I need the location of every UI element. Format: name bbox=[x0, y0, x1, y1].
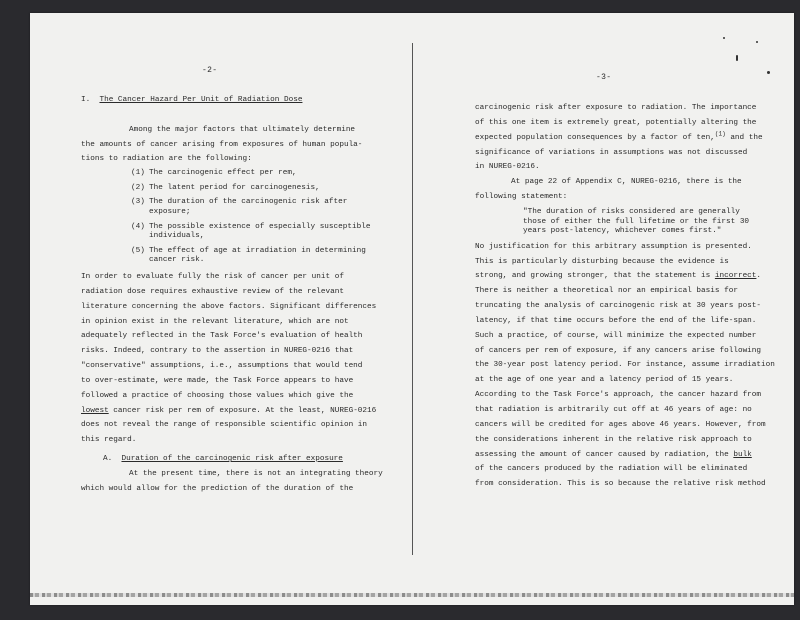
scan-speck bbox=[756, 41, 758, 43]
list-item bbox=[131, 198, 411, 217]
text-span: cancer risk per rem of exposure. At the least, NUREG-0216 bbox=[108, 406, 377, 415]
right-page-number: -3- bbox=[596, 73, 612, 82]
text-line: following statement: bbox=[475, 193, 568, 202]
factor-list bbox=[81, 169, 411, 266]
list-item-text: cancer risk. bbox=[149, 256, 205, 265]
text-line: significance of variations in assumptions was not discussed bbox=[475, 148, 748, 157]
section-heading bbox=[81, 93, 411, 108]
text-line: the amounts of cancer arising from exposures of human popula- bbox=[81, 140, 363, 149]
list-item-text: The effect of age at irradiation in determining bbox=[149, 246, 366, 255]
list-item-number: (4) bbox=[131, 222, 145, 231]
text-line bbox=[81, 404, 411, 419]
list-item bbox=[131, 223, 411, 242]
text-line: Among the major factors that ultimately determine bbox=[129, 125, 356, 134]
text-line: This is particularly disturbing because the evidence is bbox=[475, 257, 729, 266]
text-span: strong, and growing stronger, that the statement is bbox=[475, 272, 715, 281]
page-fold-line bbox=[412, 43, 413, 555]
scan-speck bbox=[723, 37, 725, 39]
scan-speck bbox=[767, 71, 770, 74]
text-line: from consideration. This is so because the relative risk method bbox=[475, 480, 766, 489]
text-line: at the age of one year and a latency period of 15 years. bbox=[475, 376, 734, 385]
scan-speck bbox=[736, 55, 738, 61]
list-item-text: The possible existence of especially susceptible bbox=[149, 222, 371, 231]
text-line: According to the Task Force's approach, the cancer hazard from bbox=[475, 391, 762, 400]
scanned-document-sheet bbox=[30, 13, 794, 605]
list-item bbox=[131, 247, 411, 266]
text-line: the considerations inherent in the relative risk approach to bbox=[475, 435, 752, 444]
text-line: tions to radiation are the following: bbox=[81, 155, 252, 164]
section-number: I. bbox=[81, 96, 91, 104]
list-item-text: The latent period for carcinogenesis, bbox=[149, 183, 320, 192]
text-line: of the cancers produced by the radiation will be eliminated bbox=[475, 465, 748, 474]
text-line: of this one item is extremely great, potentially altering the bbox=[475, 118, 757, 127]
left-page-number: -2- bbox=[202, 66, 218, 75]
text-line: that radiation is arbitrarily cut off at 46 years of age: no bbox=[475, 405, 752, 414]
underlined-word: incorrect bbox=[714, 272, 757, 281]
text-line: No justification for this arbitrary assumption is presented. bbox=[475, 242, 752, 251]
list-item-text: individuals, bbox=[149, 232, 205, 241]
list-item bbox=[131, 184, 411, 194]
text-line: literature concerning the above factors. Significant differences bbox=[81, 302, 377, 311]
quote-line: "The duration of risks considered are generally bbox=[523, 207, 740, 216]
text-line: adequately reflected in the Task Force's evaluation of health bbox=[81, 332, 363, 341]
text-line: followed a practice of choosing those values which give the bbox=[81, 391, 354, 400]
text-line: in NUREG-0216. bbox=[475, 163, 540, 172]
text-line: truncating the analysis of carcinogenic risk at 30 years post- bbox=[475, 302, 762, 311]
subsection-title: Duration of the carcinogenic risk after exposure bbox=[121, 455, 343, 464]
text-line: latency, if that time occurs before the end of the life-span. bbox=[475, 316, 757, 325]
text-line: the 30-year post latency period. For instance, assume irradiation bbox=[475, 361, 775, 370]
text-span: expected population consequences by a factor of ten, bbox=[475, 133, 715, 142]
underlined-word: lowest bbox=[81, 406, 109, 415]
list-item-text: The carcinogenic effect per rem, bbox=[149, 169, 297, 178]
text-span: . bbox=[756, 272, 762, 281]
text-line: this regard. bbox=[81, 436, 137, 445]
text-line: There is neither a theoretical nor an empirical basis for bbox=[475, 287, 738, 296]
text-line: does not reveal the range of responsible scientific opinion in bbox=[81, 421, 368, 430]
text-line: cancers will be credited for ages above 46 years. However, from bbox=[475, 420, 766, 429]
text-line: carcinogenic risk after exposure to radiation. The importance bbox=[475, 104, 757, 112]
text-line bbox=[475, 269, 785, 284]
text-line: risks. Indeed, contrary to the assertion in NUREG-0216 that bbox=[81, 347, 354, 356]
list-item-text: The duration of the carcinogenic risk after bbox=[149, 198, 348, 207]
text-span: and the bbox=[725, 133, 763, 142]
list-item-number: (2) bbox=[131, 183, 145, 192]
text-line: In order to evaluate fully the risk of cancer per unit of bbox=[81, 272, 344, 281]
quote-line: years post-latency, whichever comes first." bbox=[523, 227, 722, 236]
block-quote bbox=[475, 208, 785, 237]
list-item-number: (5) bbox=[131, 246, 145, 255]
list-item-number: (1) bbox=[131, 169, 145, 178]
text-line: "conservative" assumptions, i.e., assumptions that would tend bbox=[81, 362, 363, 371]
left-page-body bbox=[81, 93, 411, 497]
quote-line: those of either the full lifetime or the first 30 bbox=[523, 217, 750, 226]
right-page-body bbox=[475, 101, 785, 492]
section-title: The Cancer Hazard Per Unit of Radiation Dose bbox=[99, 96, 303, 104]
list-item-text: exposure; bbox=[149, 208, 191, 216]
list-item bbox=[131, 169, 411, 179]
text-line: Such a practice, of course, will minimize the expected number bbox=[475, 331, 757, 340]
text-line: At page 22 of Appendix C, NUREG-0216, there is the bbox=[511, 178, 742, 187]
subsection-letter: A. bbox=[103, 455, 113, 464]
footnote-marker: (1) bbox=[714, 130, 726, 138]
text-line: At the present time, there is not an integrating theory bbox=[129, 469, 383, 478]
underlined-word: bulk bbox=[733, 450, 752, 459]
text-line bbox=[475, 448, 785, 463]
text-line: radiation dose requires exhaustive review of the relevant bbox=[81, 287, 344, 296]
text-line: to over-estimate, were made, the Task Force appears to have bbox=[81, 376, 354, 385]
text-line: which would allow for the prediction of the duration of the bbox=[81, 484, 354, 493]
text-span: assessing the amount of cancer caused by radiation, the bbox=[475, 450, 734, 459]
text-line: of cancers per rem of exposure, if any cancers arise following bbox=[475, 346, 762, 355]
list-item-number: (3) bbox=[131, 198, 145, 207]
text-line: in opinion exist in the relevant literature, which are not bbox=[81, 317, 349, 326]
scan-edge-strip bbox=[30, 593, 794, 597]
subsection-heading bbox=[81, 452, 411, 467]
text-line bbox=[475, 131, 785, 146]
